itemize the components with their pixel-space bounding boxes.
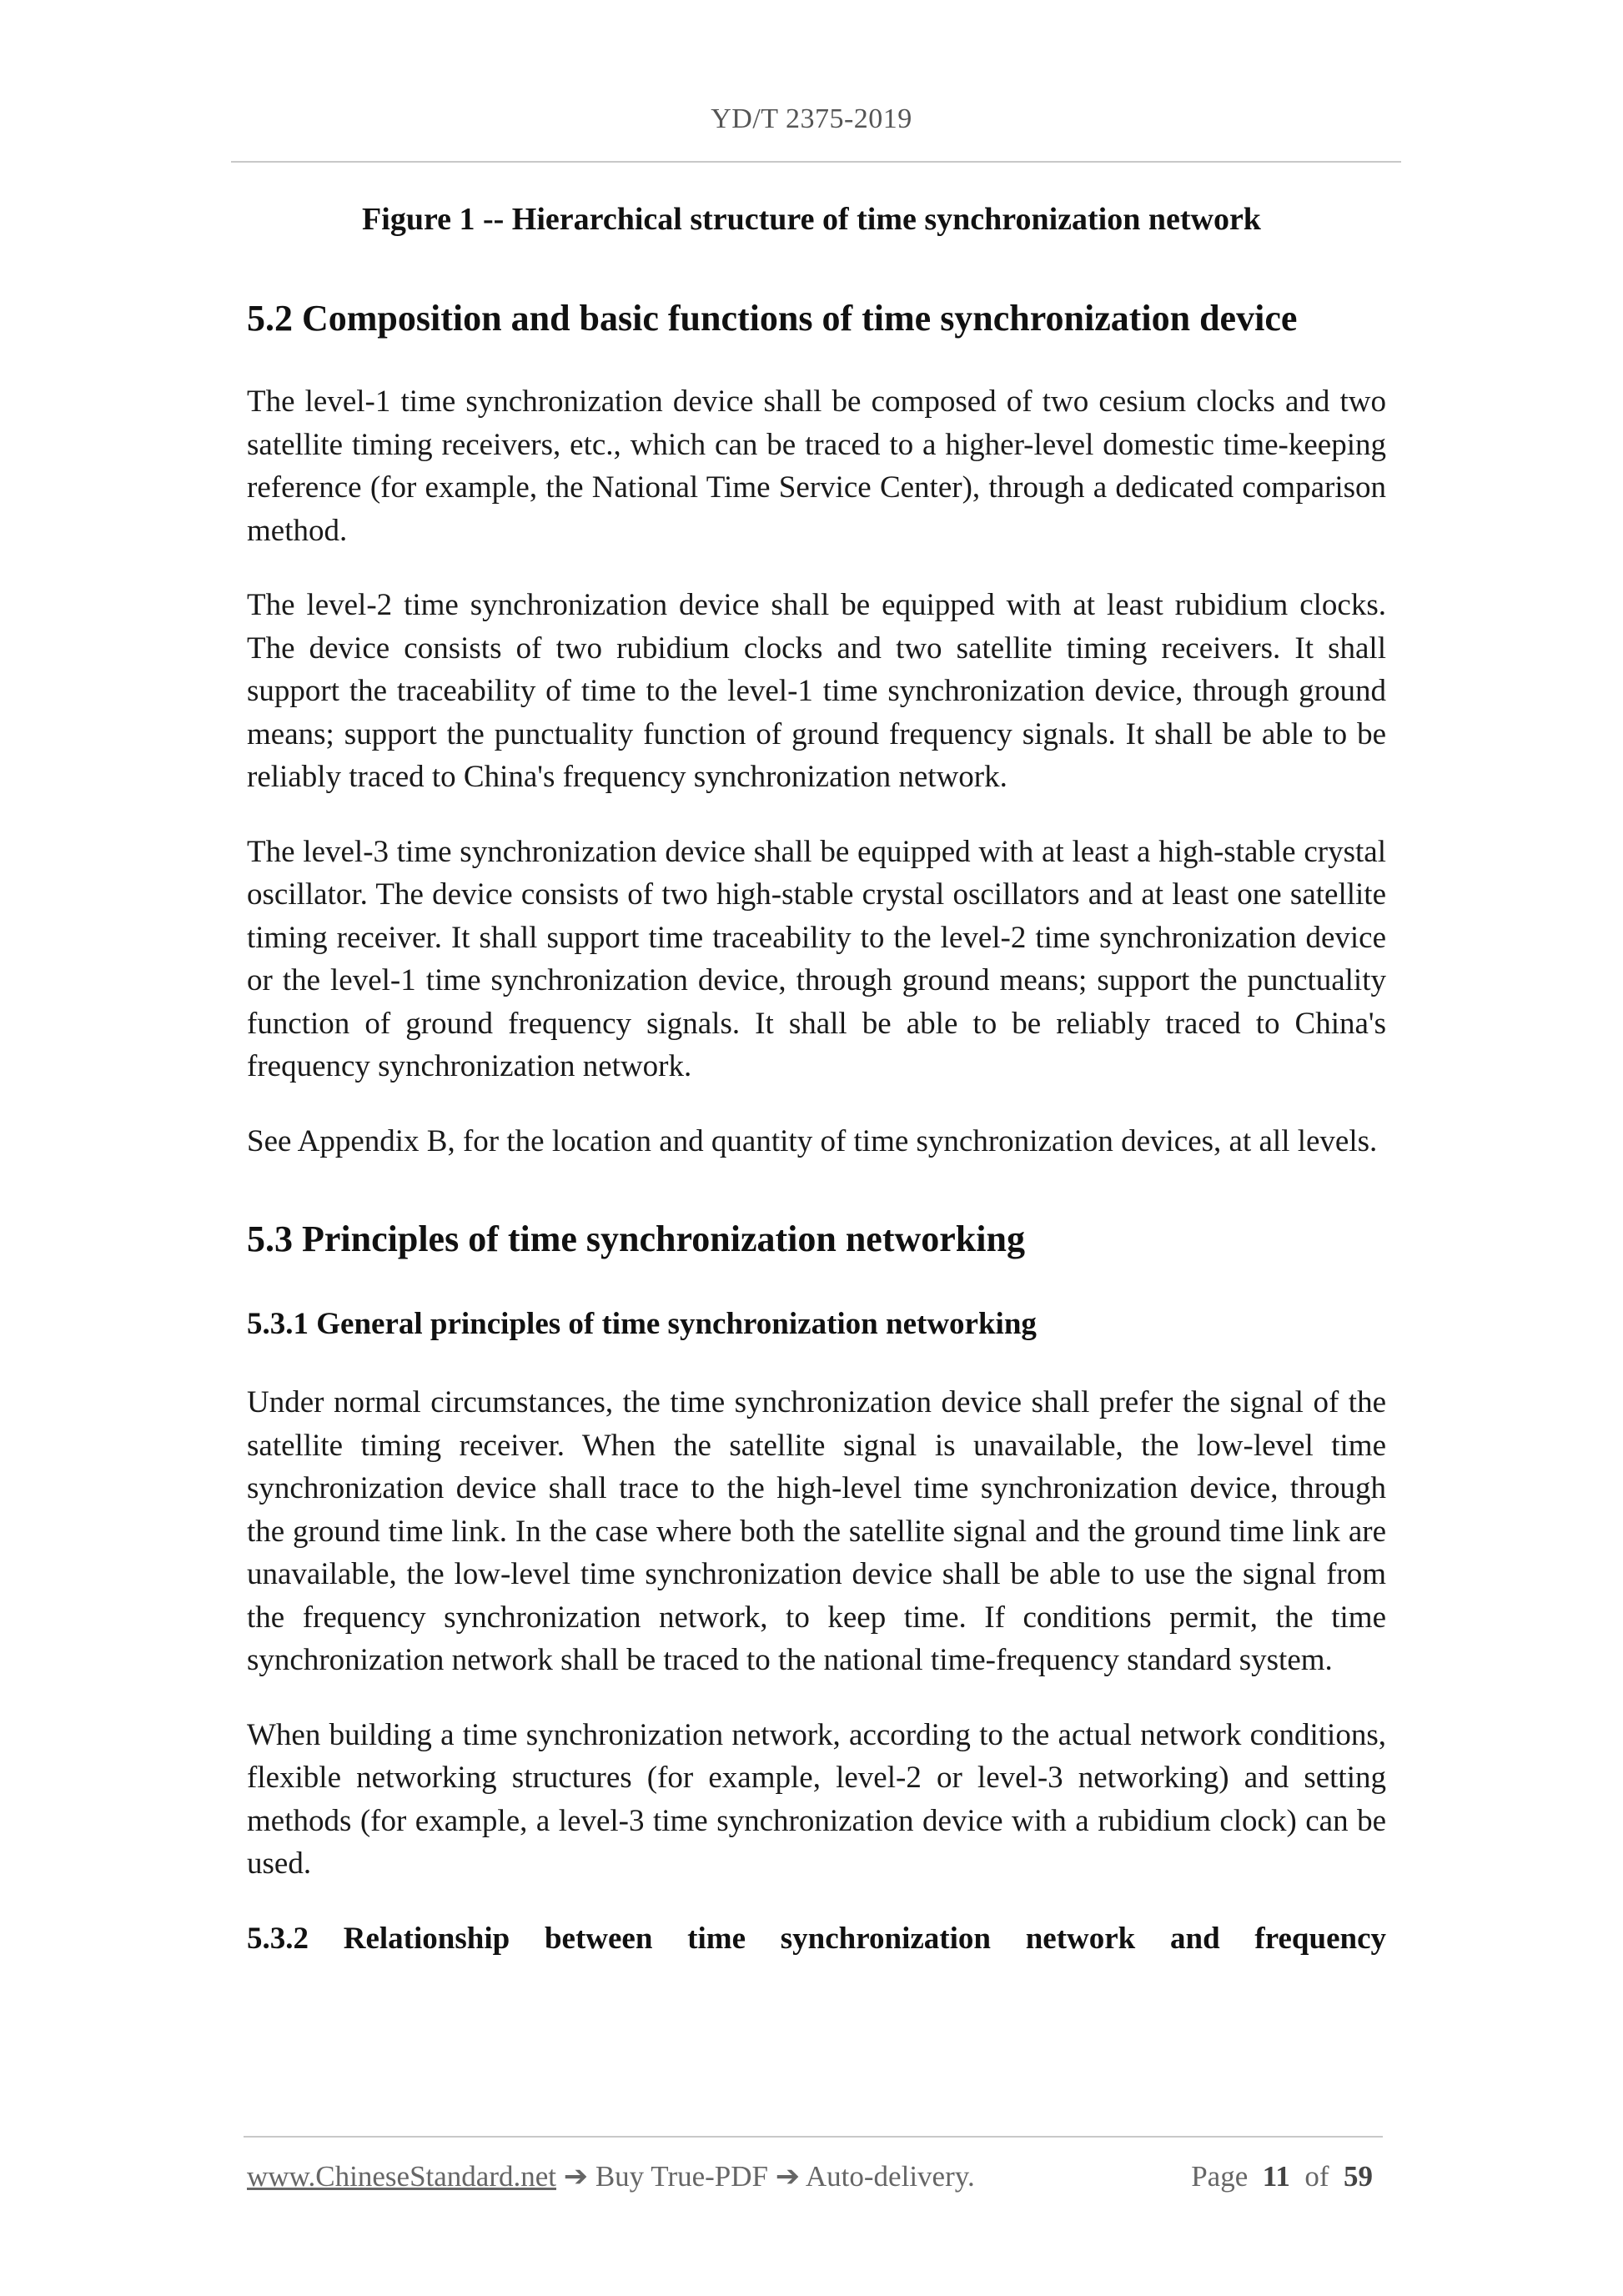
arrow-right-icon: ➔ bbox=[775, 2160, 801, 2193]
total-pages-number: 59 bbox=[1344, 2160, 1373, 2193]
section-5-3-1-paragraph-1: Under normal circumstances, the time synchronization device shall prefer the signal of the satellite timing receiver. When the satellite signal is unavailable, the low-level time synchronization device shall trace to the high-level time synchronization device, through the ground time link. In the case where both the satellite signal and the ground time link are unavailable, the low-level time synchronization device shall be able to use the signal from the frequency synchronization network, to keep time. If conditions permit, the time synchronization network shall be traced to the national time-frequency standard system. bbox=[247, 1385, 1386, 1677]
header-divider bbox=[231, 161, 1401, 163]
figure-caption: Figure 1 -- Hierarchical structure of time synchronization network bbox=[362, 202, 1261, 237]
page-label: Page bbox=[1191, 2160, 1249, 2193]
footer-divider bbox=[244, 2136, 1383, 2138]
of-label: of bbox=[1304, 2160, 1329, 2193]
section-5-2-paragraph-4: See Appendix B, for the location and quantity of time synchronization devices, at all levels. bbox=[247, 1123, 1378, 1158]
section-5-2-paragraph-2: The level-2 time synchronization device shall be equipped with at least rubidium clocks. The device consists of two rubidium clocks and two satellite timing receivers. It shall support the traceability of time to the level-1 time synchronization device, through ground means; support the punctuality function of ground frequency signals. It shall be able to be reliably traced to China's frequency synchronization network. bbox=[247, 588, 1386, 794]
arrow-right-icon: ➔ bbox=[563, 2160, 589, 2193]
section-5-3-1-paragraph-2: When building a time synchronization network, according to the actual network conditions, flexible networking structures (for example, level-2 or level-3 networking) and setting methods (for example, a level-3 time synchronization device with a rubidium clock) can be used. bbox=[247, 1717, 1386, 1881]
auto-delivery-text: Auto-delivery. bbox=[805, 2160, 975, 2193]
page-footer bbox=[247, 2160, 1373, 2202]
current-page-number: 11 bbox=[1262, 2160, 1290, 2193]
section-5-3-2-title: 5.3.2 Relationship between time synchronization network and frequency bbox=[247, 1921, 1386, 1956]
section-5-2-paragraph-3: The level-3 time synchronization device shall be equipped with at least a high-stable crystal oscillator. The device consists of two high-stable crystal oscillators and at least one satellite timing receiver. It shall support time traceability to the level-2 time synchronization device or the level-1 time synchronization device, through ground means; support the punctuality function of ground frequency signals. It shall be able to be reliably traced to China's frequency synchronization network. bbox=[247, 834, 1386, 1083]
section-5-3-1-title: 5.3.1 General principles of time synchronization networking bbox=[247, 1307, 1037, 1341]
section-5-3-title: 5.3 Principles of time synchronization networking bbox=[247, 1218, 1025, 1259]
section-5-2-title: 5.2 Composition and basic functions of time synchronization device bbox=[247, 298, 1298, 339]
site-link[interactable]: www.ChineseStandard.net bbox=[247, 2160, 556, 2193]
section-5-2-paragraph-1: The level-1 time synchronization device shall be composed of two cesium clocks and two satellite timing receivers, etc., which can be traced to a higher-level domestic time-keeping reference (for example, the National Time Service Center), through a dedicated comparison method. bbox=[247, 384, 1386, 548]
buy-true-pdf-text: Buy True-PDF bbox=[595, 2160, 768, 2193]
main-content bbox=[247, 294, 1386, 1961]
document-code: YD/T 2375-2019 bbox=[711, 103, 912, 134]
footer-promo bbox=[247, 2160, 975, 2193]
page-indicator bbox=[1191, 2160, 1373, 2193]
